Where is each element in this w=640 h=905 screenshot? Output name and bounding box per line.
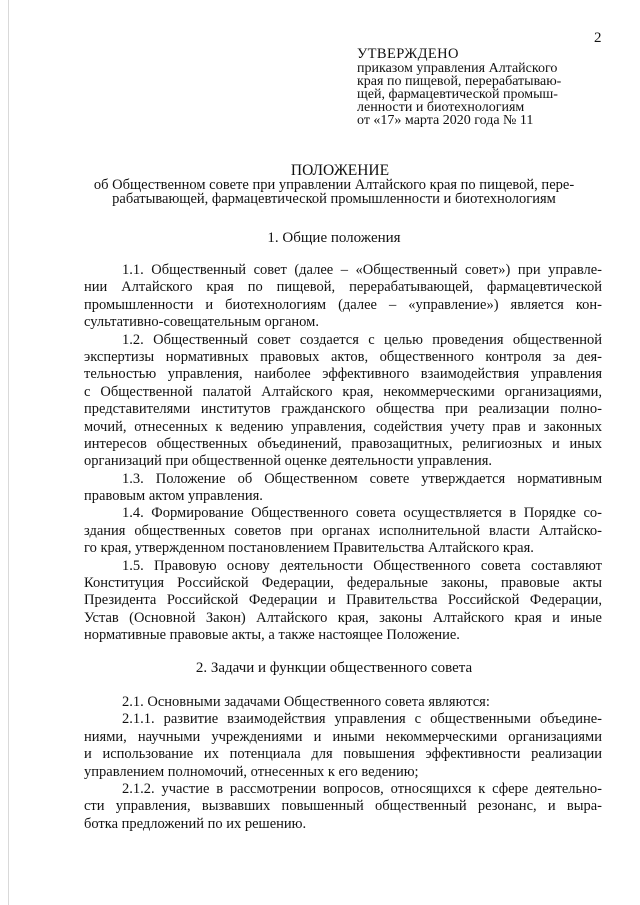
text-line: интересов общественных объединений, правозащитных, религиозных и иных: [84, 435, 602, 452]
paragraph-1-3: [84, 471, 602, 506]
text-line: 1.1. Общественный совет (далее – «Общественный совет») при управле-: [122, 262, 602, 278]
text-line: представителями институтов гражданского общества при реализации полно-: [84, 401, 602, 418]
section-1-heading: 1. Общие положения: [267, 230, 401, 246]
approval-line: приказом управления Алтайского: [357, 61, 558, 76]
paragraph-2-1-2: [84, 781, 602, 833]
paragraph-1-4: [84, 505, 602, 557]
paragraph-1-2: [84, 332, 602, 471]
text-line: Президента Российской Федерации и Правительства Российской Федерации,: [84, 592, 602, 609]
text-line: 2.1. Основными задачами Общественного совета являются:: [122, 694, 490, 710]
paragraph-1-1: [84, 262, 602, 332]
scan-margin-line: [8, 0, 9, 905]
text-line: нормативные правовые акты, а также настоящее Положение.: [84, 627, 460, 644]
text-line: здания общественных советов при органах исполнительной власти Алтайско-: [84, 522, 602, 539]
text-line: 2.1.1. развитие взаимодействия управления с общественными объедине-: [122, 711, 602, 728]
section-2-heading: 2. Задачи и функции общественного совета: [195, 660, 473, 676]
text-line: управлением полномочий, отнесенных к его ведению;: [84, 763, 419, 780]
text-line: 1.5. Правовую основу деятельности Общественного совета составляют: [122, 557, 602, 574]
text-line: 1.2. Общественный совет создается с целью проведения общественной: [122, 331, 602, 348]
section-2-body: [84, 694, 602, 833]
text-line: правовым актом управления.: [84, 488, 263, 505]
text-line: 2.1.2. участие в рассмотрении вопросов, относящихся к сфере деятельно-: [122, 780, 602, 797]
approval-line: щей, фармацевтической промыш-: [357, 87, 558, 102]
text-line: промышленности и биотехнологиям (далее – «управление») является кон-: [84, 296, 602, 313]
approval-line: ленности и биотехнологиям: [357, 100, 525, 115]
approval-line: от «17» марта 2020 года № 11: [357, 113, 534, 128]
text-line: ниями, научными учреждениями и иными некоммерческими организациями: [84, 728, 602, 745]
subtitle-line: об Общественном совете при управлении Алтайского края по пищевой, пере-: [93, 177, 575, 193]
text-line: нии Алтайского края по пищевой, перерабатывающей, фармацевтической: [84, 279, 602, 296]
subtitle-line: рабатывающей, фармацевтической промышленности и биотехнологиям: [112, 191, 556, 207]
text-line: экспертизы нормативных правовых актов, общественного контроля за дея-: [84, 348, 602, 365]
page-number: 2: [594, 30, 602, 46]
document-subtitle: [84, 178, 584, 206]
section-1-body: [84, 262, 602, 645]
paragraph-2-1: [84, 694, 602, 711]
text-line: сультативно-совещательным органом.: [84, 314, 319, 331]
text-line: сти управления, вызвавших повышенный общественный резонанс, и выра-: [84, 798, 602, 815]
text-line: и использование их потенциала для повышения эффективности реализации: [84, 746, 602, 763]
text-line: 1.4. Формирование Общественного совета осуществляется в Порядке со-: [122, 505, 602, 522]
text-line: ботка предложений по их решению.: [84, 815, 307, 832]
text-line: с Общественной палатой Алтайского края, некоммерческими организациями,: [84, 383, 602, 400]
paragraph-2-1-1: [84, 711, 602, 781]
text-line: Конституция Российской Федерации, федеральные законы, правовые акты: [84, 575, 602, 592]
approval-line: края по пищевой, перерабатываю-: [357, 74, 562, 89]
paragraph-1-5: [84, 558, 602, 645]
document-title: ПОЛОЖЕНИЕ: [290, 162, 390, 179]
text-line: Устав (Основной Закон) Алтайского края, законы Алтайского края и иные: [84, 609, 602, 626]
text-line: го края, утвержденном постановлением Правительства Алтайского края.: [84, 540, 534, 557]
text-line: тельностью управления, наиболее эффективного взаимодействия управления: [84, 366, 602, 383]
text-line: организаций при общественной оценке деятельности управления.: [84, 453, 492, 470]
text-line: 1.3. Положение об Общественном совете утверждается нормативным: [122, 470, 602, 487]
text-line: мочий, отнесенных к ведению управления, содействия учету прав и законных: [84, 418, 602, 435]
approval-block: [357, 48, 597, 127]
approval-heading: УТВЕРЖДЕНО: [357, 46, 459, 62]
